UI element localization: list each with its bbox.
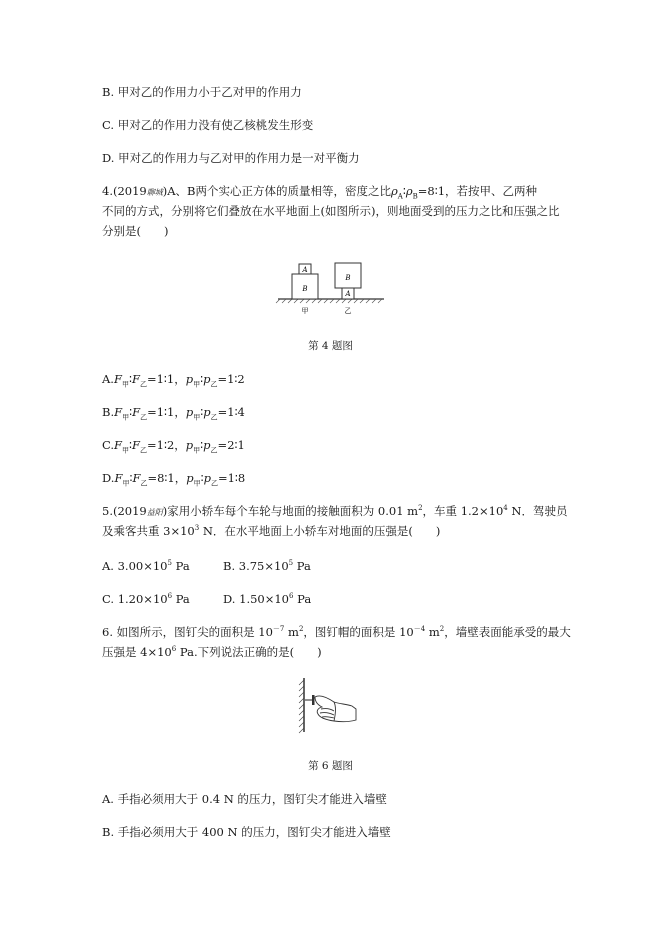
figure-4-diagram xyxy=(278,260,388,316)
q5-option-c: C. $1.20\times 10^6$ Pa xyxy=(102,592,190,606)
q4-option-c: $C.F_甲∶F_乙=1∶2$，$p_甲∶p_乙=2∶1$ xyxy=(102,438,245,455)
figure-6-caption: 第 6 题图 xyxy=(308,760,353,772)
q6-option-b: B. 手指必须用大于 400 N 的压力，图钉尖才能进入墙壁 xyxy=(102,825,391,839)
source-label: 聊城 xyxy=(146,188,163,197)
question-6-line2: 压强是 $4\times 10^6$ Pa.下列说法正确的是( ) xyxy=(102,645,322,659)
q6-option-a: A. 手指必须用大于 0.4 N 的压力，图钉尖才能进入墙壁 xyxy=(102,792,387,806)
question-6-line1: 6. 如图所示，图钉尖的面积是 $10^{-7}$ $m^2$，图钉帽的面积是 $10^{-4}$ $m^2$，墙壁表面能承受的最大 xyxy=(102,625,571,639)
q5-option-a: A. $3.00\times 10^5$ Pa xyxy=(102,559,190,573)
option-c-prev: C. 甲对乙的作用力没有使乙核桃发生形变 xyxy=(102,118,314,132)
label-jia: 甲 xyxy=(301,307,309,315)
label-yi: 乙 xyxy=(344,307,352,315)
q5-option-d: D. $1.50\times 10^6$ Pa xyxy=(223,592,312,606)
source-label: 益阳 xyxy=(146,508,163,517)
question-number: 4. xyxy=(102,184,113,198)
option-d-prev: D. 甲对乙的作用力与乙对甲的作用力是一对平衡力 xyxy=(102,151,360,165)
question-4-line3: 分别是( ) xyxy=(102,224,169,238)
hand-illustration xyxy=(315,696,356,722)
figure-6-diagram xyxy=(294,676,364,734)
q5-option-b: B. $3.75\times 10^5$ Pa xyxy=(223,559,311,573)
label-b-yi: B xyxy=(345,274,351,282)
figure-4-caption: 第 4 题图 xyxy=(308,340,353,352)
q4-option-d: $D.F_甲∶F_乙=8∶1$，$p_甲∶p_乙=1∶8$ xyxy=(102,471,246,488)
q4-option-a: $A.F_甲∶F_乙=1∶1$，$p_甲∶p_乙=1∶2$ xyxy=(102,372,245,389)
q4-option-b: $B.F_甲∶F_乙=1∶1$，$p_甲∶p_乙=1∶4$ xyxy=(102,405,245,422)
label-b-jia: B xyxy=(302,285,308,293)
question-4-line2: 不同的方式，分别将它们叠放在水平地面上(如图所示)，则地面受到的压力之比和压强之比 xyxy=(102,204,560,218)
question-5-line1: 5.(2019益阳)家用小轿车每个车轮与地面的接触面积为 0.01 $m^2$，车重 $1.2\times 10^4$ N．驾驶员 xyxy=(102,504,568,518)
question-4-line1: 4.(2019聊城)A、B两个实心正方体的质量相等，密度之比$\rho_A∶\rho_B=8∶1$，若按甲、乙两种 xyxy=(102,184,538,201)
option-b-prev: B. 甲对乙的作用力小于乙对甲的作用力 xyxy=(102,85,302,99)
question-5-line2: 及乘客共重 $3\times 10^3$ N．在水平地面上小轿车对地面的压强是( ) xyxy=(102,524,441,538)
label-a-jia: A xyxy=(302,266,308,274)
thumbtack-head xyxy=(312,695,315,705)
label-a-yi: A xyxy=(345,290,351,298)
